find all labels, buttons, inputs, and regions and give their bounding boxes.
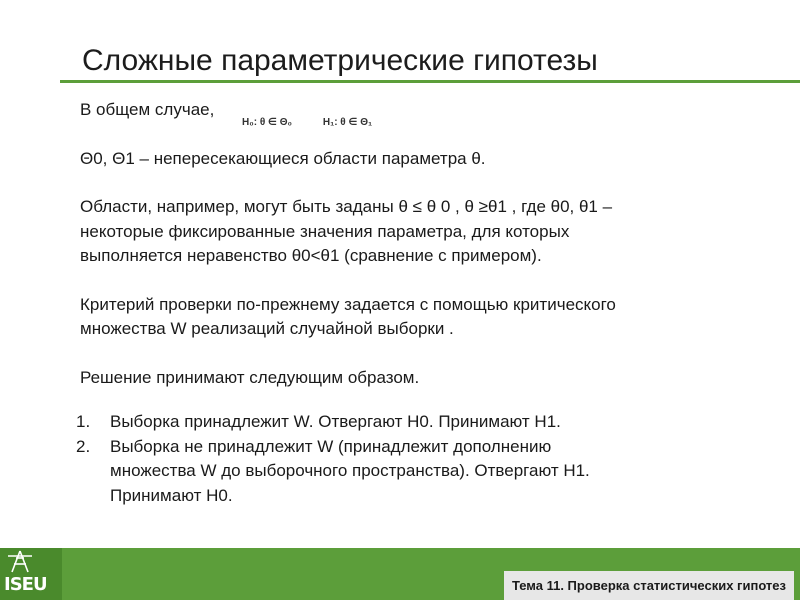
list-item-text-line2: множества W до выборочного пространства). Отвергают H1. bbox=[110, 461, 590, 480]
formula-h0: H₀: θ ∈ Θ₀ bbox=[242, 117, 293, 128]
regions-example-line3: выполняется неравенство θ0<θ1 (сравнение с примером). bbox=[80, 246, 542, 265]
regions-example-line2: некоторые фиксированные значения параметра, для которых bbox=[80, 221, 570, 241]
intro-text: В общем случае, bbox=[80, 100, 215, 119]
logo-text: ISEU bbox=[4, 574, 47, 595]
list-item-text-line3: Принимают H0. bbox=[110, 485, 233, 505]
list-item-text: Выборка принадлежит W. Отвергают H0. Принимают H1. bbox=[110, 412, 561, 431]
criterion-line1: Критерий проверки по-прежнему задается с помощью критического bbox=[80, 294, 616, 314]
slide-body bbox=[80, 98, 740, 390]
logo-tower-icon bbox=[0, 548, 62, 574]
formula-h1: H₁: θ ∈ Θ₁ bbox=[322, 117, 373, 128]
title-underline bbox=[60, 80, 800, 83]
list-item-text-line1: Выборка не принадлежит W (принадлежит дополнению bbox=[110, 436, 552, 456]
regions-text: Θ0, Θ1 – непересекающиеся области параметра θ. bbox=[80, 148, 486, 168]
list-item bbox=[76, 410, 776, 435]
footer-topic: Тема 11. Проверка статистических гипотез bbox=[504, 571, 794, 600]
slide-title: Сложные параметрические гипотезы bbox=[82, 44, 598, 77]
decision-list bbox=[76, 410, 776, 508]
iseu-logo bbox=[0, 548, 62, 600]
list-item bbox=[76, 435, 776, 509]
list-number: 2. bbox=[76, 436, 91, 456]
regions-example-line1: Области, например, могут быть заданы θ ≤ θ 0 , θ ≥θ1 , где θ0, θ1 – bbox=[80, 197, 613, 216]
list-number: 1. bbox=[76, 412, 91, 431]
decision-intro: Решение принимают следующим образом. bbox=[80, 367, 420, 387]
criterion-line2: множества W реализаций случайной выборки . bbox=[80, 319, 454, 338]
